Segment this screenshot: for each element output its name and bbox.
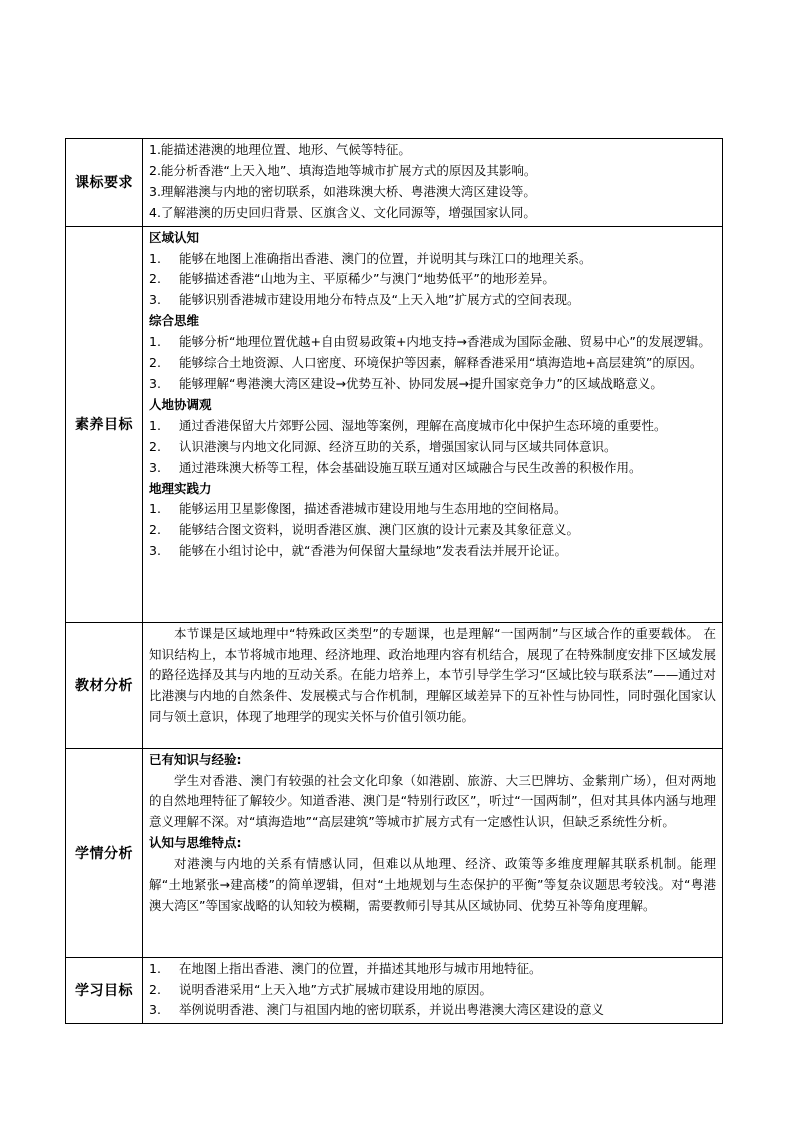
literacy-group-title: 人地协调观: [149, 396, 212, 412]
literacy-group-title: 区域认知: [149, 229, 200, 245]
objectives-content: [143, 957, 723, 1024]
item-number: 2.: [149, 438, 161, 454]
item-text: 能够在地图上准确指出香港、澳门的位置，并说明其与珠江口的地理关系。: [179, 250, 592, 266]
item-number: 2.: [149, 355, 161, 371]
list-item: [149, 499, 716, 520]
item-text: 能够在小组讨论中，就“香港为何保留大量绿地”发表看法并展开论证。: [179, 543, 567, 559]
item-text: 认识港澳与内地文化同源、经济互助的关系，增强国家认同与区域共同体意识。: [179, 438, 617, 454]
item-number: 1.: [149, 960, 161, 976]
textbook-row: [66, 622, 723, 748]
list-item: [149, 980, 716, 1001]
item-text: 举例说明香港、澳门与祖国内地的密切联系，并说出粤港澳大湾区建设的意义: [179, 1002, 605, 1018]
list-item: [149, 416, 716, 437]
textbook-label: 教材分析: [66, 622, 143, 748]
learners-content: [143, 748, 723, 957]
item-text: 能够识别香港城市建设用地分布特点及“上天入地”扩展方式的空间表现。: [179, 292, 580, 308]
lesson-plan-table: [65, 138, 723, 1024]
item-text: 能够运用卫星影像图，描述香港城市建设用地与生态用地的空间格局。: [179, 501, 567, 517]
item-number: 2.: [149, 271, 161, 287]
curriculum-item: 1.能描述港澳的地理位置、地形、气候等特征。: [149, 142, 411, 157]
item-number: 1.: [149, 334, 161, 350]
textbook-content: [143, 622, 723, 748]
literacy-group-title: 地理实践力: [149, 480, 212, 496]
learners-paragraph: 对港澳与内地的关系有情感认同，但难以从地理、经济、政策等多维度理解其联系机制。能理解“土地紧张→建高楼”的简单逻辑，但对“土地规划与生态保护的平衡”等复杂议题思考较浅。对“粤港澳大湾区”等国家战略的认知较为模糊，需要教师引导其从区域协同、优势互补等角度理解。: [149, 856, 716, 913]
item-number: 1.: [149, 501, 161, 517]
item-text: 说明香港采用“上天入地”方式扩展城市建设用地的原因。: [179, 981, 492, 997]
item-number: 3.: [149, 459, 161, 475]
item-number: 2.: [149, 522, 161, 538]
literacy-label: 素养目标: [66, 226, 143, 622]
literacy-group-title: 综合思维: [149, 313, 200, 329]
list-item: [149, 269, 716, 290]
learners-label: 学情分析: [66, 748, 143, 957]
curriculum-label: 课标要求: [66, 139, 143, 227]
list-item: [149, 437, 716, 458]
learners-paragraph: 学生对香港、澳门有较强的社会文化印象（如港剧、旅游、大三巴牌坊、金紫荆广场），但对两地的自然地理特征了解较少。知道香港、澳门是“特别行政区”，听过“一国两制”，但对其具体内涵与地理意义理解不深。对“填海造地”“高层建筑”等城市扩展方式有一定感性认识，但缺乏系统性分析。: [149, 772, 716, 830]
item-text: 能够综合土地资源、人口密度、环境保护等因素，解释香港采用“填海造地+高层建筑”的原因。: [179, 355, 703, 371]
literacy-row: [66, 226, 723, 622]
curriculum-item: 4.了解港澳的历史回归背景、区旗含义、文化同源等，增强国家认同。: [149, 204, 536, 220]
list-item: [149, 541, 716, 562]
item-number: 3.: [149, 375, 161, 391]
item-number: 1.: [149, 250, 161, 266]
list-item: [149, 520, 716, 541]
item-text: 通过港珠澳大桥等工程，体会基础设施互联互通对区域融合与民生改善的积极作用。: [179, 459, 642, 475]
textbook-paragraph: 本节课是区域地理中“特殊政区类型”的专题课，也是理解“一国两制”与区域合作的重要载体。 在知识结构上，本节将城市地理、经济地理、政治地理内容有机结合，展现了在特殊制度安排下区域发展的路径选择及其与内地的互动关系。在能力培养上，本节引导学生学习“区域比较与联系法”——通过对比港澳与内地的自然条件、发展模式与合作机制，理解区域差异下的互补性与协同性，同时强化国家认同与领土意识，体现了地理学的现实关怀与价值引领功能。: [149, 625, 716, 725]
item-number: 3.: [149, 1002, 161, 1018]
item-number: 3.: [149, 292, 161, 308]
item-text: 能够描述香港“山地为主、平原稀少”与澳门“地势低平”的地形差异。: [179, 271, 555, 287]
curriculum-content: [143, 139, 723, 227]
literacy-content: [143, 226, 723, 622]
item-text: 能够理解“粤港澳大湾区建设→优势互补、协同发展→提升国家竞争力”的区域战略意义。: [179, 375, 663, 391]
learners-heading: 认知与思维特点:: [149, 835, 242, 851]
list-item: [149, 332, 716, 353]
item-number: 2.: [149, 981, 161, 997]
curriculum-row: [66, 139, 723, 227]
learners-heading: 已有知识与经验:: [149, 751, 242, 767]
learners-row: [66, 748, 723, 957]
item-text: 通过香港保留大片郊野公园、湿地等案例，理解在高度城市化中保护生态环境的重要性。: [179, 417, 667, 433]
objectives-label: 学习目标: [66, 957, 143, 1024]
list-item: [149, 290, 716, 311]
list-item: [149, 353, 716, 374]
item-text: 在地图上指出香港、澳门的位置，并描述其地形与城市用地特征。: [179, 960, 542, 976]
list-item: [149, 1000, 716, 1021]
item-number: 3.: [149, 543, 161, 559]
list-item: [149, 959, 716, 980]
curriculum-item: 3.理解港澳与内地的密切联系，如港珠澳大桥、粤港澳大湾区建设等。: [149, 183, 536, 199]
item-number: 1.: [149, 417, 161, 433]
item-text: 能够分析“地理位置优越+自由贸易政策+内地支持→香港成为国际金融、贸易中心”的发展逻辑。: [179, 334, 711, 350]
list-item: [149, 458, 716, 479]
objectives-row: [66, 957, 723, 1024]
curriculum-item: 2.能分析香港“上天入地”、填海造地等城市扩展方式的原因及其影响。: [149, 162, 537, 178]
item-text: 能够结合图文资料，说明香港区旗、澳门区旗的设计元素及其象征意义。: [179, 522, 580, 538]
list-item: [149, 374, 716, 395]
list-item: [149, 249, 716, 270]
